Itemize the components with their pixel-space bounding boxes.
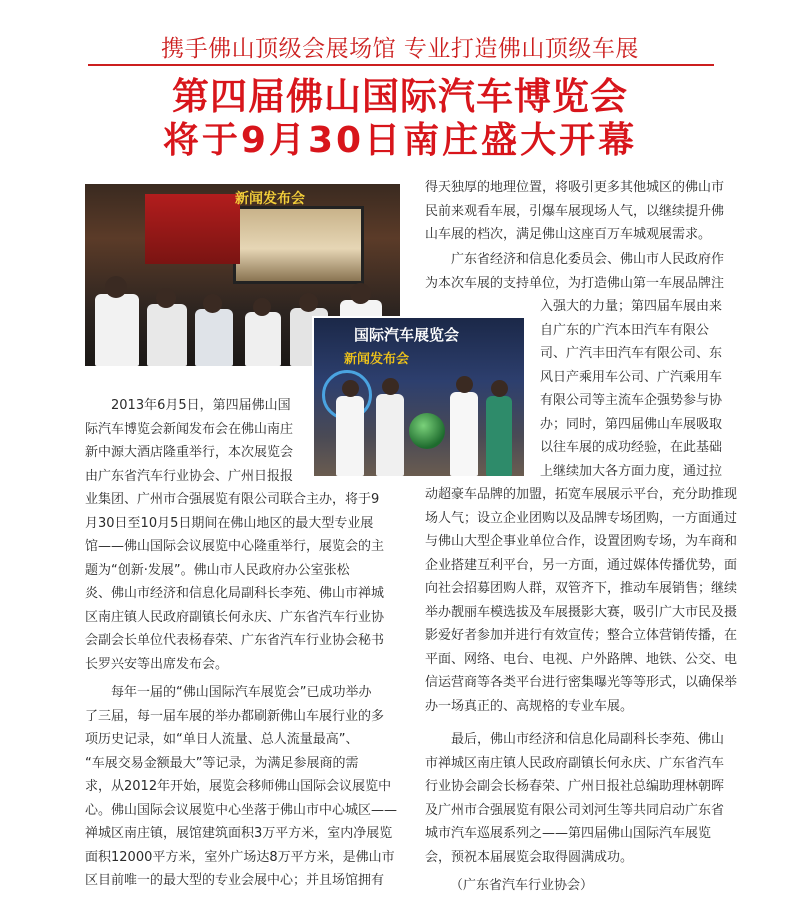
text-line: 月30日至10月5日期间在佛山地区的最大型专业展 — [85, 515, 374, 531]
audience-head — [253, 298, 271, 316]
text-line: 企业搭建互利平台，另一方面，通过媒体传播优势，面 — [425, 557, 738, 573]
text-line: 办一场真正的、高规格的专业车展。 — [425, 698, 634, 714]
guest-head — [382, 378, 399, 395]
text-line: 由广东省汽车行业协会、广州日报报 — [85, 468, 294, 484]
text-line: 馆——佛山国际会议展览中心隆重举行，展览会的主 — [85, 539, 385, 554]
text-line: “车展交易金额最大”等记录，为满足参展商的需 — [85, 755, 359, 771]
text-line: 场人气；设立企业团购以及品牌专场团购，一方面通过 — [425, 510, 738, 526]
headline-line-2: 将于9月30日南庄盛大开幕 — [162, 120, 638, 161]
text-line: 业集团、广州市合强展览有限公司联合主办，将于9 — [85, 492, 380, 507]
article-source — [450, 874, 750, 898]
header-tagline: 携手佛山顶级会展场馆 专业打造佛山顶级车展 — [161, 36, 639, 62]
text-line: 际汽车博览会新闻发布会在佛山南庄 — [85, 421, 294, 437]
stage-backdrop — [145, 194, 240, 264]
banner-text: 国际汽车展览会 — [354, 326, 460, 344]
text-line: 最后，佛山市经济和信息化局副科长李苑、佛山 — [451, 732, 725, 747]
text-line: 动超豪车品牌的加盟，拓宽车展展示平台，充分助推现 — [425, 487, 738, 502]
text-line: 心。佛山国际会议展览中心坐落于佛山市中心城区—— — [85, 802, 398, 818]
article-text-block — [425, 728, 750, 869]
audience-head — [105, 276, 127, 298]
banner-subtext: 新闻发布会 — [344, 352, 410, 367]
text-line: 区目前唯一的最大型的专业会展中心；并且场馆拥有 — [85, 873, 385, 888]
text-line: 炎、佛山市经济和信息化局副科长李苑、佛山市禅城 — [85, 586, 385, 601]
guest-figure — [450, 392, 478, 476]
text-line: 广东省经济和信息化委员会、佛山市人民政府作 — [451, 252, 725, 267]
text-line: 每年一届的“佛山国际汽车展览会”已成功举办 — [111, 685, 372, 700]
text-line: 信运营商等各类平台进行密集曝光等等形式，以确保举 — [425, 675, 738, 690]
text-line: 以往车展的成功经验，在此基础 — [540, 440, 723, 455]
article-text-block — [425, 483, 750, 718]
text-line: 求，从2012年开始，展览会移师佛山国际会议展览中 — [85, 779, 392, 794]
guest-head — [456, 376, 473, 393]
guest-head — [342, 380, 359, 397]
text-line: 禅城区南庄镇，展馆建筑面积3万平方米，室内净展览 — [85, 826, 393, 841]
text-line: 自广东的广汽本田汽车有限公 — [540, 322, 710, 338]
audience-head — [350, 283, 371, 304]
text-line: 新中源大酒店隆重举行，本次展览会 — [85, 445, 294, 460]
guest-figure — [376, 394, 404, 476]
text-line: 长罗兴安等出席发布会。 — [85, 656, 229, 672]
projection-screen — [233, 206, 364, 284]
text-line: 及广州市合强展览有限公司刘河生等共同启动广东省 — [425, 802, 725, 818]
text-line: 项历史记录，如“单日人流量、总人流量最高”、 — [85, 732, 359, 747]
article-text-block — [425, 176, 745, 247]
audience-figure — [95, 294, 139, 366]
launch-ceremony-photo — [312, 316, 526, 478]
text-line: 与佛山大型企事业单位合作，设置团购专场，为车商和 — [425, 534, 738, 549]
audience-figure — [195, 309, 233, 366]
text-line: 司、广汽丰田汽车有限公司、东 — [540, 346, 723, 361]
headline-line-1: 第四届佛山国际汽车博览会 — [172, 75, 628, 118]
article-text-block — [85, 394, 305, 488]
text-line: 2013年6月5日，第四届佛山国 — [111, 398, 291, 413]
article-text-block — [425, 248, 745, 295]
text-line: 民前来观看车展，引爆车展现场人气，以继续提升佛 — [425, 203, 725, 219]
text-line: 向社会招募团购人群，双管齐下，推动车展销售；继续 — [425, 581, 738, 596]
text-line: 得天独厚的地理位置，将吸引更多其他城区的佛山市 — [425, 180, 725, 195]
text-line: 影爱好者参加并进行有效宣传；整合立体营销传播，在 — [425, 628, 738, 643]
text-line: 办；同时，第四届佛山车展吸取 — [540, 416, 723, 432]
text-line: 区南庄镇人民政府副镇长何永庆、广东省汽车行业协 — [85, 609, 385, 625]
text-line: 有限公司等主流车企强势参与协 — [540, 393, 723, 408]
text-line: 上继续加大各方面力度，通过拉 — [540, 463, 723, 479]
text-line: 会副会长单位代表杨春荣、广东省汽车行业协会秘书 — [85, 633, 385, 648]
text-line: 风日产乘用车公司、广汽乘用车 — [540, 369, 723, 385]
source-credit: （广东省汽车行业协会） — [450, 878, 594, 893]
text-line: 平面、网络、电台、电视、户外路牌、地铁、公交、电 — [425, 651, 738, 667]
guest-head — [491, 380, 508, 397]
text-line: 会，预祝本届展览会取得圆满成功。 — [425, 849, 634, 865]
article-text-block — [85, 488, 405, 676]
audience-head — [299, 293, 318, 312]
guest-figure — [336, 396, 364, 476]
article-text-block — [85, 681, 405, 893]
text-line: 了三届，每一届车展的举办都刷新佛山车展行业的多 — [85, 708, 385, 724]
text-line: 山车展的档次，满足佛山这座百万车城观展需求。 — [425, 227, 712, 242]
text-line: 为本次车展的支持单位，为打造佛山第一车展品牌注 — [425, 275, 725, 291]
article-text-block — [540, 295, 750, 483]
audience-head — [156, 288, 176, 308]
audience-head — [203, 294, 222, 313]
guest-figure — [486, 396, 512, 476]
text-line: 城市汽车巡展系列之——第四届佛山国际汽车展览 — [425, 826, 712, 841]
audience-figure — [245, 312, 281, 366]
launch-globe — [409, 413, 445, 449]
text-line: 入强大的力量；第四届车展由来 — [540, 299, 723, 314]
text-line: 举办靓丽车模选拔及车展摄影大赛，吸引广大市民及摄 — [425, 604, 738, 620]
text-line: 行业协会副会长杨春荣、广州日报社总编助理林朝晖 — [425, 779, 725, 794]
banner-text: 新闻发布会 — [235, 191, 305, 207]
text-line: 市禅城区南庄镇人民政府副镇长何永庆、广东省汽车 — [425, 755, 725, 771]
audience-figure — [147, 304, 187, 366]
text-line: 面积12000平方米，室外广场达8万平方米，是佛山市 — [85, 849, 395, 865]
text-line: 题为“创新·发展”。佛山市人民政府办公室张松 — [85, 562, 350, 578]
